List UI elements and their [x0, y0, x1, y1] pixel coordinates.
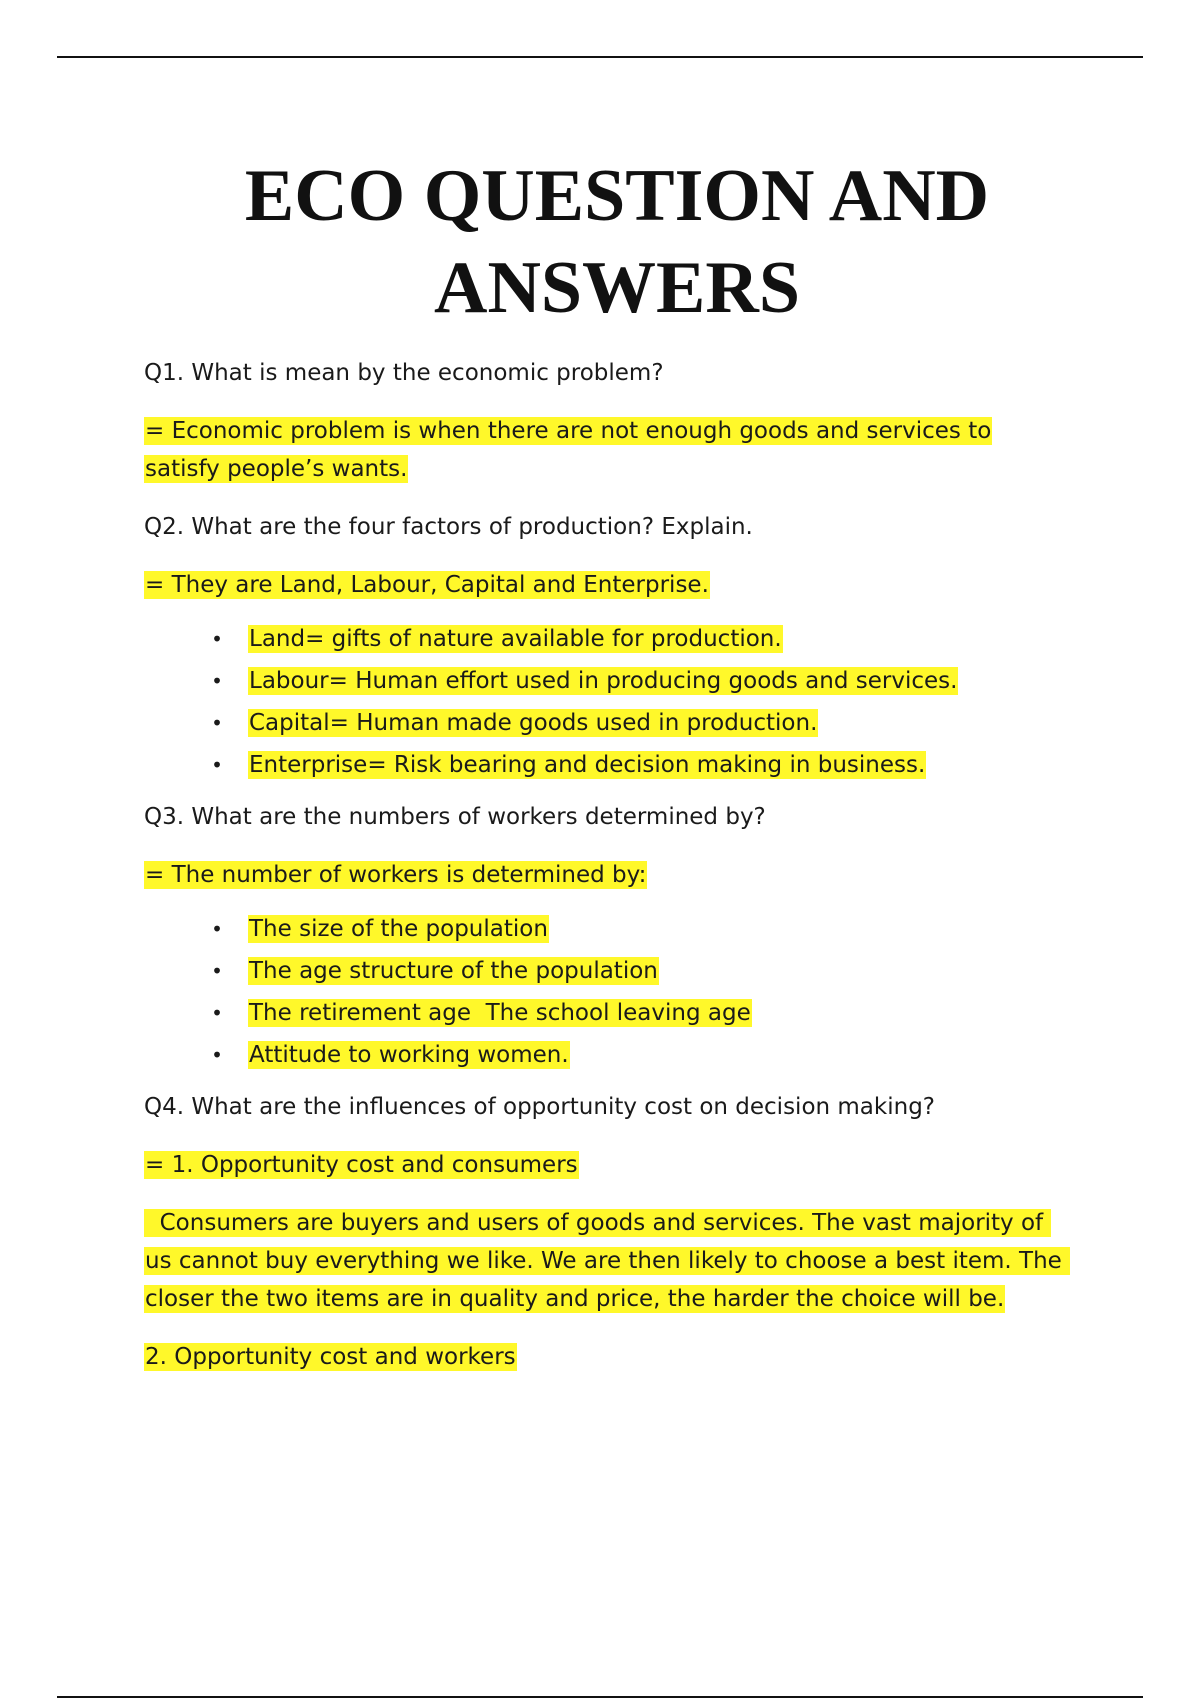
- question-4: Q4. What are the influences of opportunity cost on decision making?: [144, 1094, 935, 1120]
- list-item-text: Capital= Human made goods used in production.: [249, 710, 818, 736]
- answer-2-paragraph: [144, 566, 1064, 604]
- question-1: Q1. What is mean by the economic problem?: [144, 360, 664, 386]
- bullet-icon: •: [211, 1001, 223, 1025]
- bottom-rule: [57, 1696, 1143, 1698]
- answer-1-paragraph: [144, 412, 1064, 488]
- question-3: Q3. What are the numbers of workers determined by?: [144, 804, 766, 830]
- list-item: [210, 662, 1064, 700]
- question-2: Q2. What are the four factors of production? Explain.: [144, 514, 753, 540]
- bullet-icon: •: [211, 917, 223, 941]
- list-item-text: Attitude to working women.: [249, 1042, 569, 1068]
- answer-2: = They are Land, Labour, Capital and Enterprise.: [145, 572, 709, 598]
- bullet-icon: •: [211, 711, 223, 735]
- answer-3: = The number of workers is determined by:: [145, 862, 647, 888]
- answer-4-body-1: Consumers are buyers and users of goods and services. The vast majority of us cannot buy everything we like. We are then likely to choose a best item. The closer the two items are in quality and price, the harder the choice will be.: [145, 1210, 1070, 1312]
- list-item: [210, 910, 1064, 948]
- bullet-icon: •: [211, 669, 223, 693]
- title-line-2: ANSWERS: [434, 247, 800, 329]
- list-item: [210, 746, 1064, 784]
- list-item: [210, 704, 1064, 742]
- list-item-text: The size of the population: [249, 916, 548, 942]
- bullet-icon: •: [211, 753, 223, 777]
- answer-4-heading-1: = 1. Opportunity cost and consumers: [145, 1152, 578, 1178]
- answer-3-paragraph: [144, 856, 1064, 894]
- document-body: [144, 354, 1070, 1396]
- answer-4-heading-1-paragraph: [144, 1146, 1064, 1184]
- top-rule: [57, 56, 1143, 58]
- list-item-text: Labour= Human effort used in producing goods and services.: [249, 668, 958, 694]
- answer-4-heading-2: 2. Opportunity cost and workers: [145, 1344, 516, 1370]
- list-item: [210, 620, 1064, 658]
- answer-1: = Economic problem is when there are not enough goods and services to satisfy people’s wants.: [145, 418, 992, 482]
- bullet-icon: •: [211, 1043, 223, 1067]
- list-item: [210, 952, 1064, 990]
- workers-determinants-list: [144, 910, 1064, 1074]
- answer-4-body-1-paragraph: [144, 1204, 1070, 1318]
- factors-of-production-list: [144, 620, 1064, 784]
- list-item: [210, 1036, 1064, 1074]
- document-title: [0, 150, 1200, 334]
- bullet-icon: •: [211, 627, 223, 651]
- bullet-icon: •: [211, 959, 223, 983]
- list-item-text: Enterprise= Risk bearing and decision making in business.: [249, 752, 926, 778]
- list-item-text: The retirement age The school leaving age: [249, 1000, 751, 1026]
- list-item-text: Land= gifts of nature available for production.: [249, 626, 782, 652]
- list-item: [210, 994, 1064, 1032]
- title-line-1: ECO QUESTION AND: [244, 155, 990, 237]
- answer-4-heading-2-paragraph: [144, 1338, 1064, 1376]
- list-item-text: The age structure of the population: [249, 958, 658, 984]
